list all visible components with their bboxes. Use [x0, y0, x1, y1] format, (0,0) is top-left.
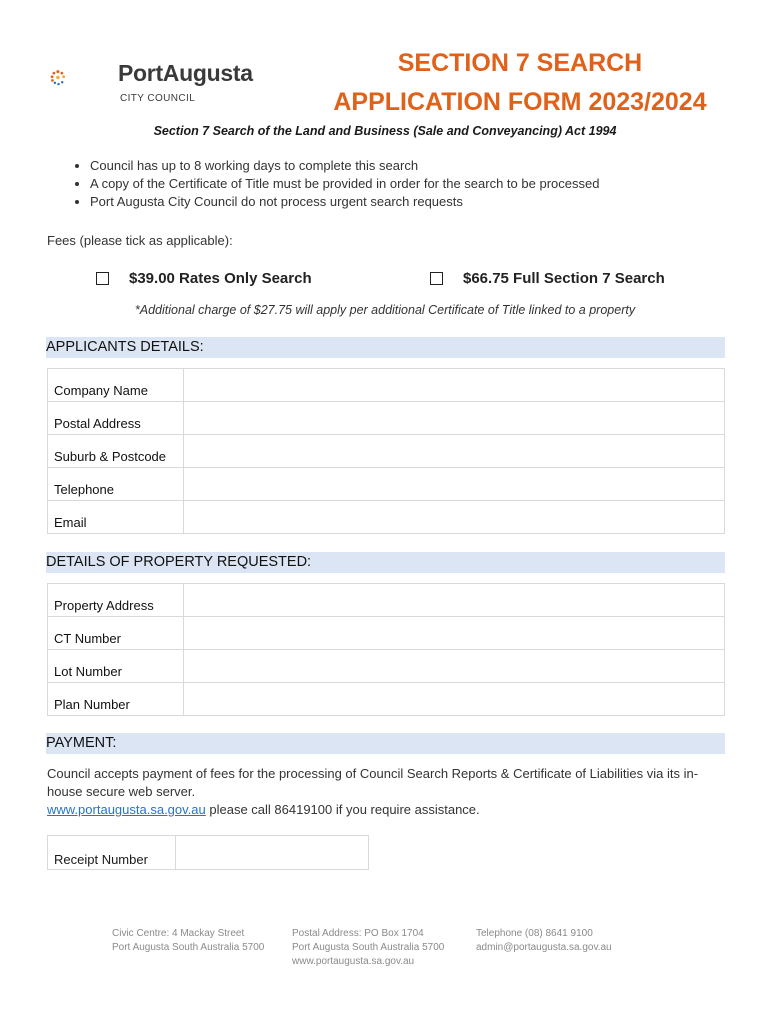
lot-number-input[interactable]: [184, 650, 725, 683]
form-title-line2: APPLICATION FORM 2023/2024: [333, 88, 707, 116]
email-input[interactable]: [184, 501, 725, 534]
applicants-table: [47, 368, 725, 534]
checkbox-icon[interactable]: [96, 272, 109, 285]
payment-assistance: please call 86419100 if you require assistance.: [205, 802, 480, 817]
payment-heading: PAYMENT:: [46, 733, 725, 754]
logo-subtitle: CITY COUNCIL: [120, 93, 196, 104]
additional-charge-note: *Additional charge of $27.75 will apply per additional Certificate of Title linked to a property: [134, 303, 636, 317]
act-reference: Section 7 Search of the Land and Business (Sale and Conveyancing) Act 1994: [153, 124, 617, 138]
postal-address-input[interactable]: [184, 402, 725, 435]
logo-name: PortAugusta: [118, 60, 253, 86]
field-label: Property Address: [48, 584, 184, 617]
applicants-heading: APPLICANTS DETAILS:: [46, 337, 725, 358]
footer-line: Port Augusta South Australia 5700: [292, 942, 445, 953]
field-label: CT Number: [48, 617, 184, 650]
footer-line: Civic Centre: 4 Mackay Street: [112, 928, 245, 939]
footer-line: Postal Address: PO Box 1704: [292, 928, 424, 939]
port-augusta-logo-icon: [50, 50, 120, 106]
telephone-input[interactable]: [184, 468, 725, 501]
receipt-table: [47, 835, 369, 870]
fee-option-full-search[interactable]: [430, 270, 665, 287]
info-bullets: [48, 158, 599, 212]
plan-number-input[interactable]: [184, 683, 725, 716]
fee-option-label: $66.75 Full Section 7 Search: [463, 270, 665, 287]
footer-postal: [292, 927, 444, 969]
footer-line: Port Augusta South Australia 5700: [112, 942, 265, 953]
fee-option-label: $39.00 Rates Only Search: [129, 270, 312, 287]
footer-civic-centre: [112, 927, 264, 955]
payment-description: Council accepts payment of fees for the processing of Council Search Reports & Certificate of Liabilities via its in-house secure web server.: [47, 766, 699, 799]
field-label: Telephone: [48, 468, 184, 501]
suburb-postcode-input[interactable]: [184, 435, 725, 468]
list-item: • A copy of the Certificate of Title must be provided in order for the search to be processed: [90, 176, 599, 192]
footer-line: www.portaugusta.sa.gov.au: [292, 956, 415, 967]
field-label: Lot Number: [48, 650, 184, 683]
checkbox-icon[interactable]: [430, 272, 443, 285]
fees-label: Fees (please tick as applicable):: [47, 233, 233, 248]
footer-line: admin@portaugusta.sa.gov.au: [476, 942, 612, 953]
list-item: • Council has up to 8 working days to complete this search: [90, 158, 599, 174]
footer-contact: [476, 927, 612, 955]
ct-number-input[interactable]: [184, 617, 725, 650]
field-label: Company Name: [48, 369, 184, 402]
field-label: Suburb & Postcode: [48, 435, 184, 468]
field-label: Plan Number: [48, 683, 184, 716]
receipt-label: Receipt Number: [48, 836, 176, 870]
field-label: Email: [48, 501, 184, 534]
property-table: [47, 583, 725, 716]
list-item: • Port Augusta City Council do not process urgent search requests: [90, 194, 599, 210]
payment-text: [47, 765, 727, 819]
form-title-line1: SECTION 7 SEARCH: [397, 49, 643, 77]
footer-line: Telephone (08) 8641 9100: [476, 928, 593, 939]
company-name-input[interactable]: [184, 369, 725, 402]
fee-option-rates-only[interactable]: [96, 270, 312, 287]
property-heading: DETAILS OF PROPERTY REQUESTED:: [46, 552, 725, 573]
receipt-number-input[interactable]: [176, 836, 369, 870]
property-address-input[interactable]: [184, 584, 725, 617]
council-website-link[interactable]: www.portaugusta.sa.gov.au: [47, 802, 206, 817]
field-label: Postal Address: [48, 402, 184, 435]
